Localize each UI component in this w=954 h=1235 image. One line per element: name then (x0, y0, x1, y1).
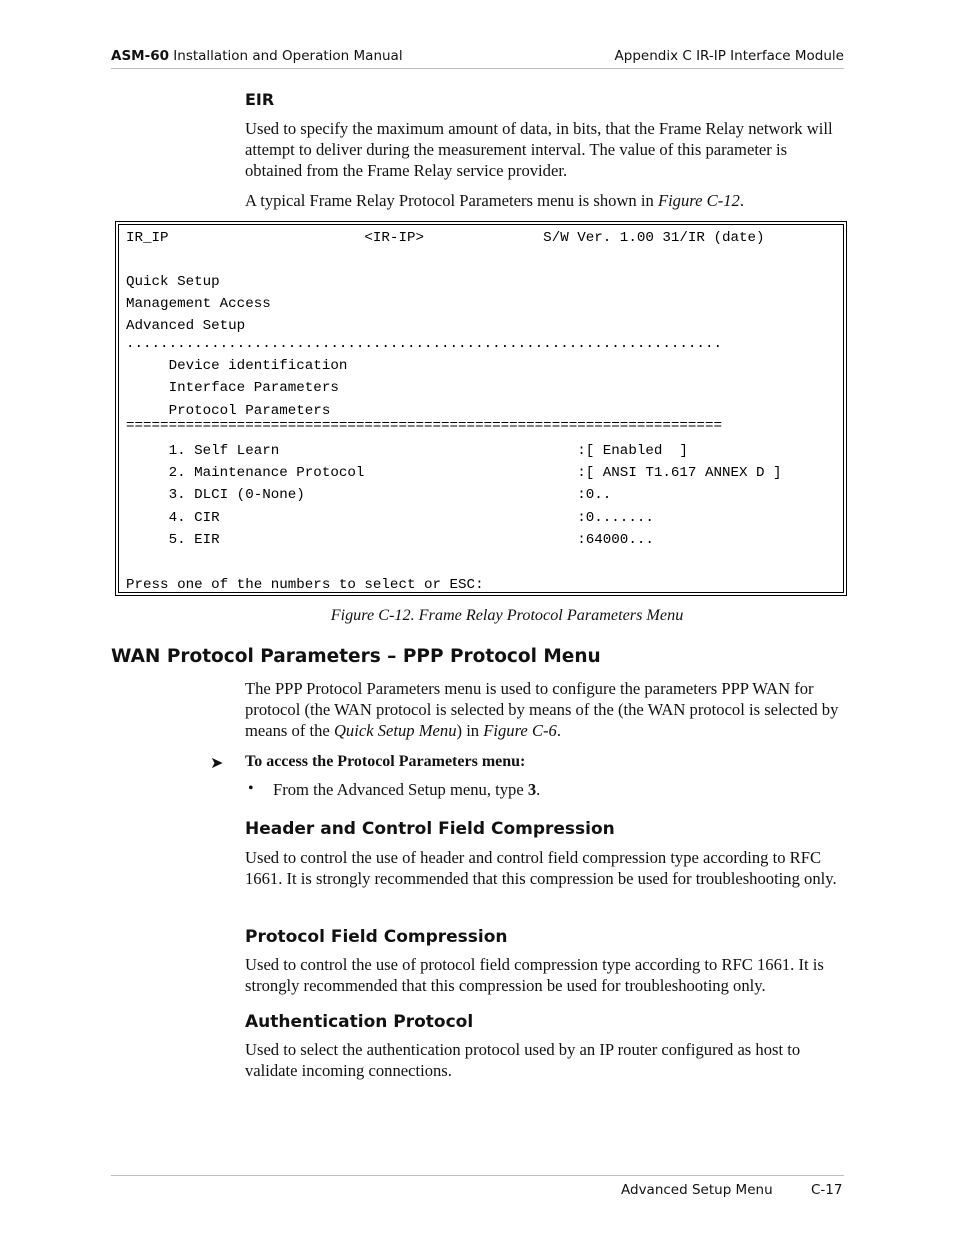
step-period: . (536, 780, 541, 799)
header-compression-paragraph: Used to control the use of header and control field compression type according to RFC 1661. It is strongly recommended that this compression be used for troubleshooting only. (245, 848, 837, 888)
eir-heading: EIR (245, 90, 275, 109)
quick-setup-ref: Quick Setup Menu (333, 721, 457, 740)
header-section: Appendix C IR-IP Interface Module (614, 48, 844, 64)
footer-rule (111, 1175, 844, 1176)
step-text: From the Advanced Setup menu, type (273, 780, 528, 799)
option-cir: 4. CIR :0....... (126, 510, 654, 526)
page-number: C-17 (811, 1182, 843, 1198)
option-maintenance-protocol: 2. Maintenance Protocol :[ ANSI T1.617 ANNEX D ] (126, 465, 782, 481)
authentication-paragraph: Used to select the authentication protocol used by an IP router configured as host to validate incoming connections. (245, 1040, 801, 1080)
terminal-figure (115, 221, 847, 596)
terminal-prompt: Press one of the numbers to select or ESC: (126, 577, 484, 593)
ref-period: . (739, 191, 744, 210)
menu-item-device-identification: Device identification (126, 358, 348, 374)
wan-text: The PPP Protocol Parameters menu is used to configure the parameters PPP WAN for protocol (the WAN protocol is selected by means of the (the WAN protocol is selected by means of the (245, 679, 839, 740)
ref-text: A typical Frame Relay Protocol Parameters menu is shown in (245, 191, 658, 210)
procedure-arrow-icon: ➤ (210, 755, 224, 772)
wan-text-end: . (556, 721, 561, 740)
manual-subtitle: Installation and Operation Manual (169, 48, 403, 64)
manual-name: ASM-60 (111, 48, 169, 64)
terminal-header-line: IR_IP <IR-IP> S/W Ver. 1.00 31/IR (date) (126, 230, 765, 246)
figure-reference-paragraph (245, 190, 845, 211)
header-compression-heading: Header and Control Field Compression (245, 819, 615, 839)
terminal-screen (118, 224, 844, 593)
step-key: 3 (527, 780, 537, 799)
wan-text-mid: ) in (456, 721, 484, 740)
wan-section-heading: WAN Protocol Parameters – PPP Protocol Menu (111, 646, 601, 667)
bullet-icon: • (248, 780, 254, 797)
authentication-heading: Authentication Protocol (245, 1012, 474, 1032)
option-dlci: 3. DLCI (0-None) :0.. (126, 487, 612, 503)
menu-item-interface-parameters: Interface Parameters (126, 380, 339, 396)
protocol-compression-heading: Protocol Field Compression (245, 927, 508, 947)
option-self-learn: 1. Self Learn :[ Enabled ] (126, 443, 688, 459)
procedure-title: To access the Protocol Parameters menu: (245, 753, 526, 770)
protocol-compression-paragraph: Used to control the use of protocol field compression type according to RFC 1661. It is strongly recommended that this compression be used for troubleshooting only. (245, 955, 824, 995)
figure-ref-link: Figure C-12 (657, 191, 740, 210)
figure-c6-ref: Figure C-6 (483, 721, 557, 740)
figure-caption (0, 606, 954, 625)
page-header (111, 48, 844, 69)
manual-title (111, 48, 403, 64)
menu-item-protocol-parameters: Protocol Parameters (126, 403, 331, 419)
dotted-separator: ...................................................................... (126, 336, 722, 352)
double-separator: ====================================================================== (126, 418, 722, 434)
wan-paragraph (245, 678, 843, 741)
figure-caption-text: Figure C-12. Frame Relay Protocol Parameters Menu (330, 606, 684, 624)
menu-item-advanced-setup: Advanced Setup (126, 318, 246, 334)
menu-item-management-access: Management Access (126, 296, 271, 312)
menu-item-quick-setup: Quick Setup (126, 274, 220, 290)
footer-section: Advanced Setup Menu (621, 1182, 773, 1198)
eir-paragraph: Used to specify the maximum amount of data, in bits, that the Frame Relay network will attempt to deliver during the measurement interval. The value of this parameter is obtained from the Frame Relay service provider. (245, 119, 833, 180)
option-eir: 5. EIR :64000... (126, 532, 654, 548)
procedure-step (273, 780, 540, 800)
